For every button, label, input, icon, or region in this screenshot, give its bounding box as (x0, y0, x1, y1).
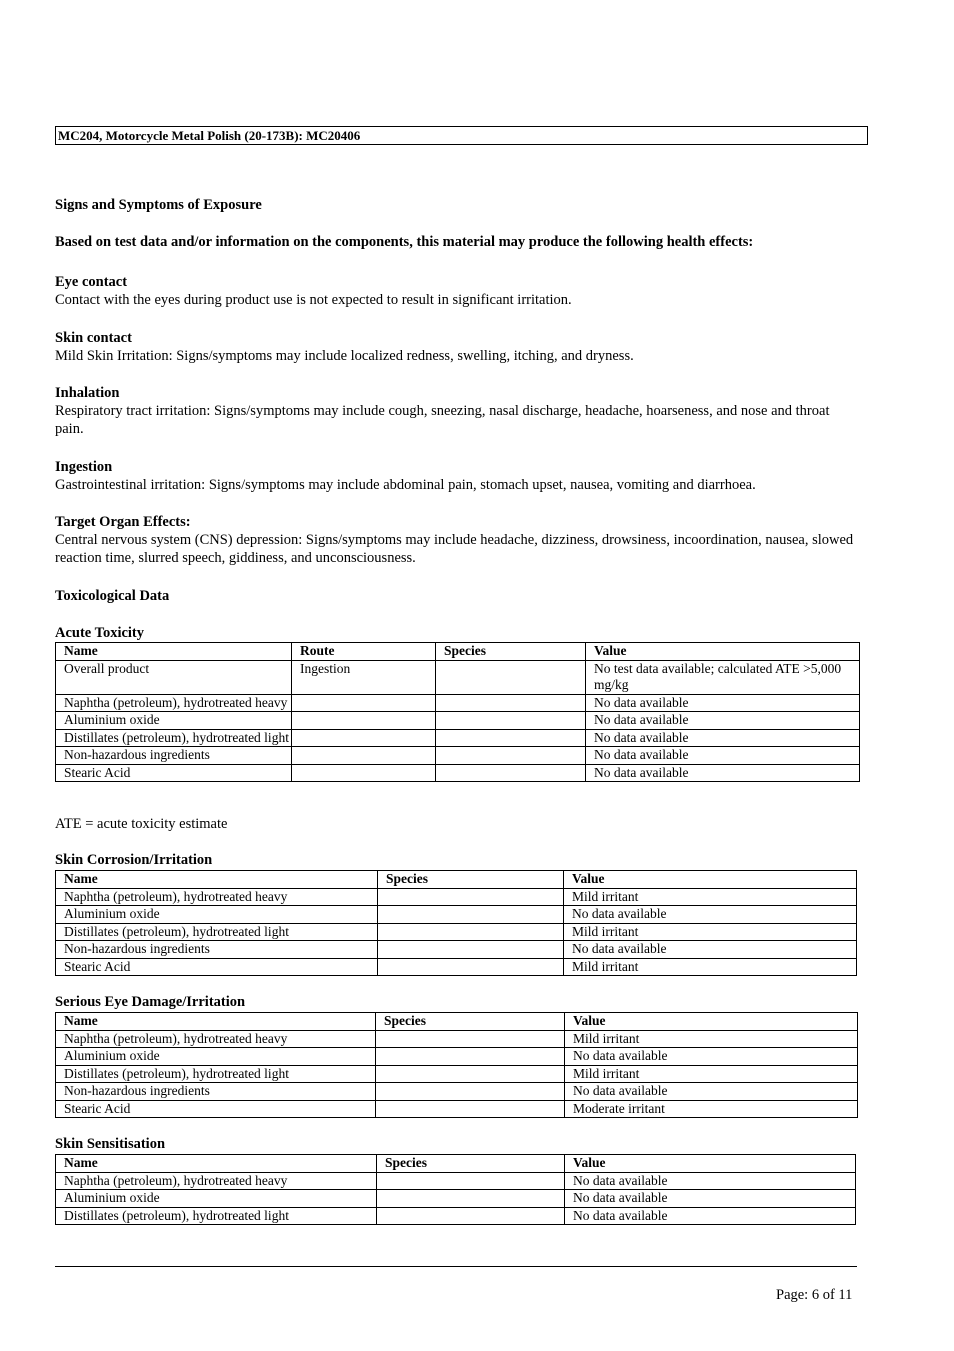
col-header: Value (564, 871, 857, 889)
section-title: Eye contact (55, 274, 128, 290)
cell-route (292, 694, 436, 712)
table-row (56, 764, 860, 782)
cell-species (436, 729, 586, 747)
table-row (56, 1190, 856, 1208)
table-row (56, 1065, 858, 1083)
cell-value: No test data available; calculated ATE >5,000 mg/kg (586, 660, 860, 694)
table-row (56, 1100, 858, 1118)
cell-value: No data available (586, 712, 860, 730)
eye-damage-title: Serious Eye Damage/Irritation (55, 994, 246, 1010)
signs-heading: Signs and Symptoms of Exposure (55, 197, 262, 213)
cell-name: Naphtha (petroleum), hydrotreated heavy (56, 694, 292, 712)
cell-value: No data available (586, 694, 860, 712)
cell-name: Aluminium oxide (56, 712, 292, 730)
col-header: Species (377, 1155, 565, 1173)
cell-name: Overall product (56, 660, 292, 694)
cell-value: No data available (565, 1172, 856, 1190)
cell-value: No data available (564, 906, 857, 924)
table-row (56, 888, 857, 906)
table-row (56, 747, 860, 765)
table-row (56, 958, 857, 976)
cell-name: Naphtha (petroleum), hydrotreated heavy (56, 888, 378, 906)
cell-name: Non-hazardous ingredients (56, 941, 378, 959)
cell-route (292, 729, 436, 747)
ingestion-section (55, 458, 855, 494)
inhalation-section (55, 384, 855, 438)
section-text: Contact with the eyes during product use is not expected to result in significant irritation. (55, 292, 572, 308)
table-row (56, 694, 860, 712)
section-title: Ingestion (55, 459, 113, 475)
tox-heading: Toxicological Data (55, 588, 170, 604)
table-row (56, 906, 857, 924)
section-text: Gastrointestinal irritation: Signs/symptoms may include abdominal pain, stomach upset, nausea, vomiting and diarrhoea. (55, 477, 756, 493)
table-row (56, 1172, 856, 1190)
cell-species (378, 958, 564, 976)
table-row (56, 660, 860, 694)
table-row (56, 1207, 856, 1225)
footer-divider (55, 1266, 857, 1267)
cell-species (378, 923, 564, 941)
cell-value: Mild irritant (564, 923, 857, 941)
col-header: Name (56, 1013, 376, 1031)
table-row (56, 923, 857, 941)
cell-value: No data available (565, 1207, 856, 1225)
col-header: Species (376, 1013, 565, 1031)
cell-value: No data available (565, 1190, 856, 1208)
section-text: Respiratory tract irritation: Signs/symptoms may include cough, sneezing, nasal discharge, headache, hoarseness, and nose and throat pain. (55, 403, 830, 437)
signs-intro: Based on test data and/or information on the components, this material may produce the following health effects: (55, 234, 754, 250)
cell-species (378, 941, 564, 959)
cell-value: No data available (564, 941, 857, 959)
cell-species (377, 1207, 565, 1225)
cell-value: No data available (565, 1083, 858, 1101)
cell-value: Mild irritant (565, 1030, 858, 1048)
cell-species (436, 747, 586, 765)
cell-route (292, 747, 436, 765)
cell-species (377, 1172, 565, 1190)
cell-name: Aluminium oxide (56, 1190, 377, 1208)
table-row (56, 1030, 858, 1048)
skin-corrosion-table (55, 870, 857, 976)
cell-species (378, 888, 564, 906)
ate-note: ATE = acute toxicity estimate (55, 816, 228, 832)
col-header: Route (292, 643, 436, 661)
cell-name: Stearic Acid (56, 958, 378, 976)
cell-name: Naphtha (petroleum), hydrotreated heavy (56, 1172, 377, 1190)
table-header-row (56, 1013, 858, 1031)
col-header: Name (56, 643, 292, 661)
page-number: Page: 6 of 11 (776, 1287, 853, 1303)
cell-route (292, 712, 436, 730)
acute-toxicity-table (55, 642, 860, 782)
document-header: MC204, Motorcycle Metal Polish (20-173B): MC20406 (55, 126, 868, 145)
cell-value: No data available (586, 764, 860, 782)
cell-species (376, 1048, 565, 1066)
cell-value: No data available (565, 1048, 858, 1066)
table-header-row (56, 871, 857, 889)
cell-name: Distillates (petroleum), hydrotreated light (56, 1207, 377, 1225)
cell-route (292, 764, 436, 782)
table-row (56, 1083, 858, 1101)
skin-contact-section (55, 329, 855, 365)
cell-name: Distillates (petroleum), hydrotreated light (56, 729, 292, 747)
cell-value: Mild irritant (565, 1065, 858, 1083)
skin-corrosion-title: Skin Corrosion/Irritation (55, 852, 213, 868)
sensitisation-table (55, 1154, 856, 1225)
cell-value: No data available (586, 747, 860, 765)
section-title: Skin contact (55, 330, 132, 346)
sensitisation-title: Skin Sensitisation (55, 1136, 166, 1152)
table-header-row (56, 1155, 856, 1173)
cell-name: Aluminium oxide (56, 1048, 376, 1066)
section-text: Mild Skin Irritation: Signs/symptoms may include localized redness, swelling, itching, and dryness. (55, 348, 634, 364)
cell-name: Distillates (petroleum), hydrotreated light (56, 923, 378, 941)
section-title: Target Organ Effects: (55, 514, 191, 530)
cell-species (436, 694, 586, 712)
cell-species (376, 1083, 565, 1101)
col-header: Species (378, 871, 564, 889)
cell-species (376, 1065, 565, 1083)
eye-damage-table (55, 1012, 858, 1118)
cell-value: No data available (586, 729, 860, 747)
col-header: Name (56, 1155, 377, 1173)
col-header: Value (565, 1155, 856, 1173)
col-header: Name (56, 871, 378, 889)
cell-name: Aluminium oxide (56, 906, 378, 924)
cell-species (436, 660, 586, 694)
cell-species (376, 1100, 565, 1118)
cell-name: Stearic Acid (56, 764, 292, 782)
target-organ-section (55, 513, 855, 567)
eye-contact-section (55, 273, 855, 309)
section-title: Inhalation (55, 385, 120, 401)
cell-name: Distillates (petroleum), hydrotreated light (56, 1065, 376, 1083)
cell-name: Non-hazardous ingredients (56, 1083, 376, 1101)
cell-species (436, 764, 586, 782)
cell-value: Mild irritant (564, 888, 857, 906)
table-row (56, 712, 860, 730)
table-row (56, 729, 860, 747)
cell-name: Stearic Acid (56, 1100, 376, 1118)
cell-species (377, 1190, 565, 1208)
col-header: Value (565, 1013, 858, 1031)
table-row (56, 941, 857, 959)
cell-species (378, 906, 564, 924)
cell-name: Non-hazardous ingredients (56, 747, 292, 765)
section-text: Central nervous system (CNS) depression: Signs/symptoms may include headache, dizziness, drowsiness, incoordination, nausea, slowed reaction time, slurred speech, giddiness, and unconsciousness. (55, 532, 854, 566)
table-header-row (56, 643, 860, 661)
cell-species (376, 1030, 565, 1048)
col-header: Species (436, 643, 586, 661)
col-header: Value (586, 643, 860, 661)
acute-toxicity-title: Acute Toxicity (55, 625, 145, 641)
cell-route: Ingestion (292, 660, 436, 694)
cell-value: Moderate irritant (565, 1100, 858, 1118)
cell-species (436, 712, 586, 730)
cell-value: Mild irritant (564, 958, 857, 976)
table-row (56, 1048, 858, 1066)
cell-name: Naphtha (petroleum), hydrotreated heavy (56, 1030, 376, 1048)
